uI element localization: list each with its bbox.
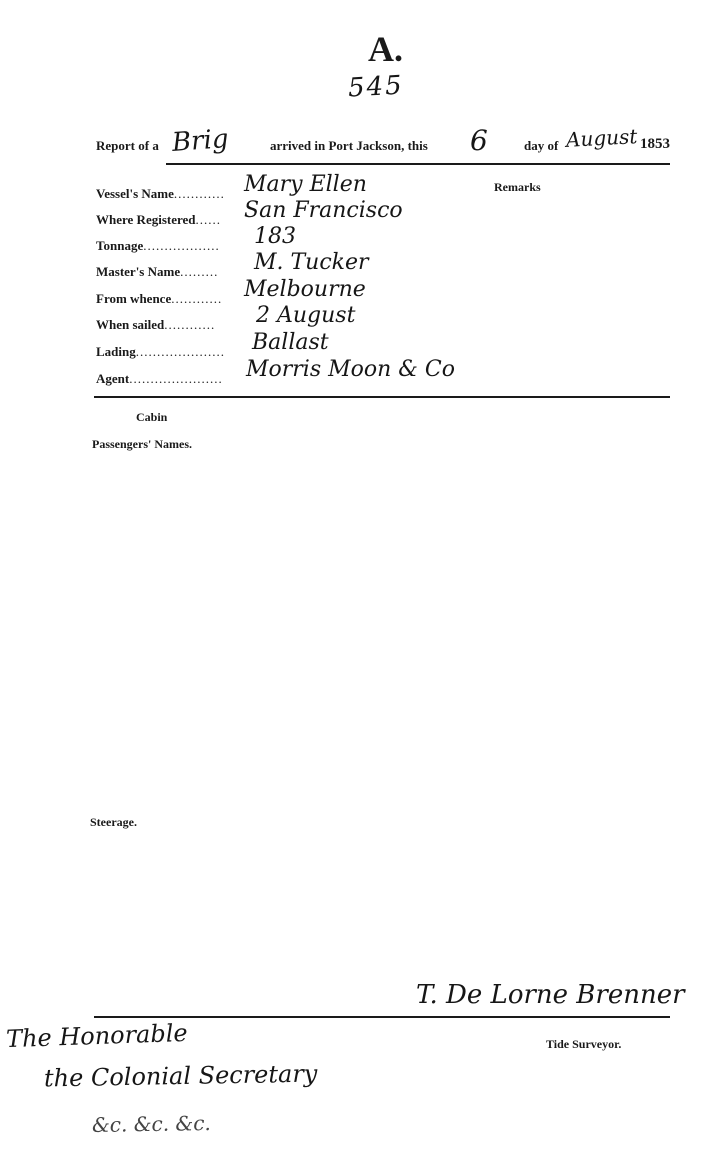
- fields-bottom-rule: [94, 396, 670, 398]
- header-rule: [166, 163, 670, 165]
- lading-label: Lading.....................: [96, 344, 225, 359]
- where-registered-label: Where Registered......: [96, 212, 222, 227]
- signature-rule: [94, 1016, 670, 1018]
- remarks-label: Remarks: [494, 180, 541, 194]
- form-letter: A.: [368, 29, 403, 69]
- vessel-name-label: Vessel's Name............: [96, 186, 225, 201]
- agent-value: Morris Moon & Co: [246, 357, 455, 382]
- report-middle-text: arrived in Port Jackson, this: [270, 138, 428, 153]
- tide-surveyor-signature: T. De Lorne Brenner: [416, 980, 685, 1010]
- tonnage-label: Tonnage..................: [96, 238, 220, 253]
- day-of-label: day of: [524, 138, 559, 153]
- when-sailed-value: 2 August: [256, 303, 356, 328]
- masters-name-value: M. Tucker: [254, 250, 369, 275]
- handwritten-address-line-1: The Honorable: [5, 1018, 189, 1054]
- reference-number: 545: [347, 70, 405, 104]
- cabin-label: Cabin: [136, 410, 168, 424]
- vessel-type-value: Brig: [171, 124, 230, 158]
- tonnage-value: 183: [254, 224, 296, 249]
- masters-name-label: Master's Name.........: [96, 264, 219, 279]
- arrival-day-value: 6: [470, 124, 488, 157]
- vessel-name-value: Mary Ellen: [244, 172, 367, 197]
- tide-surveyor-title: Tide Surveyor.: [546, 1037, 622, 1051]
- handwritten-address-line-3: &c. &c. &c.: [91, 1110, 212, 1138]
- when-sailed-label: When sailed............: [96, 317, 216, 332]
- report-prefix: Report of a: [96, 138, 159, 153]
- where-registered-value: San Francisco: [244, 198, 403, 223]
- steerage-label: Steerage.: [90, 815, 137, 829]
- from-whence-label: From whence............: [96, 291, 223, 306]
- arrival-month-value: August: [565, 124, 638, 152]
- from-whence-value: Melbourne: [244, 277, 366, 302]
- handwritten-address-line-2: the Colonial Secretary: [43, 1059, 318, 1093]
- agent-label: Agent......................: [96, 371, 223, 386]
- arrival-year-value: 1853: [640, 136, 670, 152]
- lading-value: Ballast: [252, 330, 329, 355]
- passengers-names-label: Passengers' Names.: [92, 437, 192, 451]
